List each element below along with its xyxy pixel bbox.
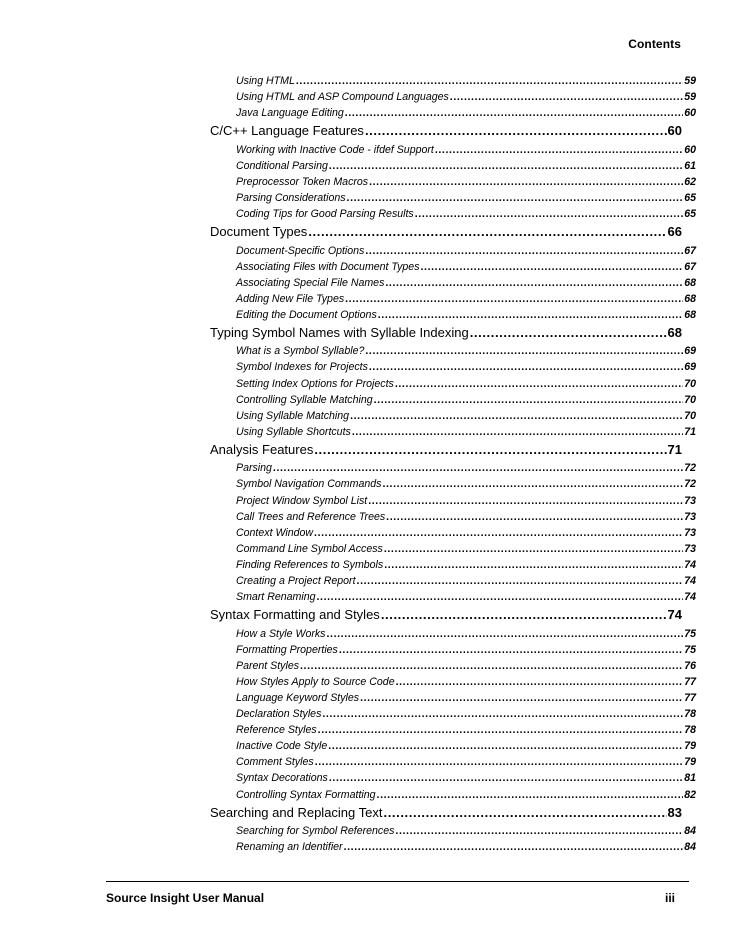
toc-subsection-entry[interactable] (210, 206, 696, 222)
toc-subsection-entry[interactable] (210, 525, 696, 541)
toc-entry-page: 71 (667, 441, 682, 457)
toc-entry-page: 70 (684, 409, 696, 422)
toc-dot-leader (395, 376, 683, 392)
toc-entry-title: Smart Renaming (236, 591, 316, 604)
toc-entry-page: 70 (684, 393, 696, 406)
footer-manual-title: Source Insight User Manual (106, 891, 265, 905)
toc-entry-title: Parsing Considerations (236, 191, 346, 204)
toc-entry-title: Reference Styles (236, 724, 317, 737)
toc-entry-page: 79 (684, 740, 696, 753)
toc-dot-leader (369, 359, 683, 375)
toc-dot-leader (339, 642, 683, 658)
toc-entry-page: 73 (684, 526, 696, 539)
toc-entry-title: What is a Symbol Syllable? (236, 345, 365, 358)
toc-dot-leader (365, 243, 683, 259)
toc-section-entry[interactable] (210, 440, 682, 460)
toc-subsection-entry[interactable] (210, 476, 696, 492)
toc-entry-title: Call Trees and Reference Trees (236, 510, 386, 523)
toc-entry-title: Java Language Editing (236, 107, 344, 120)
toc-subsection-entry[interactable] (210, 658, 696, 674)
toc-subsection-entry[interactable] (210, 190, 696, 206)
toc-subsection-entry[interactable] (210, 424, 696, 440)
page-header-title: Contents (628, 37, 681, 51)
toc-entry-page: 72 (684, 462, 696, 475)
toc-entry-page: 67 (684, 244, 696, 257)
toc-entry-title: Command Line Symbol Access (236, 542, 383, 555)
toc-subsection-entry[interactable] (210, 557, 696, 573)
toc-subsection-entry[interactable] (210, 493, 696, 509)
toc-entry-title: Coding Tips for Good Parsing Results (236, 208, 414, 221)
toc-entry-page: 78 (684, 724, 696, 737)
toc-dot-leader (415, 206, 683, 222)
toc-entry-title: Symbol Indexes for Projects (236, 361, 368, 374)
toc-subsection-entry[interactable] (210, 787, 696, 803)
toc-entry-title: Symbol Navigation Commands (236, 478, 382, 491)
toc-entry-title: Associating Special File Names (236, 276, 385, 289)
toc-dot-leader (360, 690, 683, 706)
toc-dot-leader (329, 158, 683, 174)
footer-page-number: iii (664, 891, 675, 905)
toc-dot-leader (378, 307, 683, 323)
toc-entry-page: 69 (684, 361, 696, 374)
toc-entry-page: 75 (684, 627, 696, 640)
toc-entry-page: 84 (684, 825, 696, 837)
toc-entry-title: Searching and Replacing Text (210, 804, 383, 820)
toc-section-entry[interactable] (210, 323, 682, 343)
toc-dot-leader (365, 121, 667, 141)
toc-entry-title: Syntax Decorations (236, 772, 328, 785)
toc-dot-leader (450, 89, 683, 105)
toc-entry-title: Renaming an Identifier (236, 841, 343, 854)
toc-entry-title: Typing Symbol Names with Syllable Indexing (210, 325, 469, 340)
toc-section-entry[interactable] (210, 222, 682, 242)
toc-subsection-entry[interactable] (210, 738, 696, 754)
toc-entry-title: How a Style Works (236, 627, 326, 640)
toc-entry-title: Associating Files with Document Types (236, 260, 420, 273)
toc-dot-leader (369, 174, 683, 190)
toc-entry-page: 62 (684, 175, 696, 188)
toc-dot-leader (368, 493, 683, 509)
toc-entry-title: Controlling Syllable Matching (236, 393, 373, 406)
toc-dot-leader (308, 222, 666, 242)
toc-entry-title: Searching for Symbol References (236, 825, 395, 837)
toc-dot-leader (328, 738, 683, 754)
toc-entry-title: Parent Styles (236, 659, 300, 672)
toc-dot-leader (316, 589, 683, 605)
toc-section-entry[interactable] (210, 605, 682, 625)
footer-divider (106, 881, 689, 882)
toc-subsection-entry[interactable] (210, 770, 696, 786)
toc-subsection-entry[interactable] (210, 392, 696, 408)
toc-entry-title: Creating a Project Report (236, 575, 356, 587)
toc-entry-page: 65 (684, 208, 696, 221)
toc-subsection-entry[interactable] (210, 642, 696, 658)
toc-entry-page: 75 (684, 643, 696, 656)
toc-subsection-entry[interactable] (210, 376, 696, 392)
toc-dot-leader (314, 440, 666, 460)
toc-dot-leader (352, 424, 683, 440)
toc-dot-leader (377, 787, 684, 803)
toc-entry-title: C/C++ Language Features (210, 123, 364, 139)
toc-subsection-entry[interactable] (210, 589, 696, 605)
toc-entry-title: Inactive Code Style (236, 740, 328, 753)
toc-subsection-entry[interactable] (210, 839, 696, 855)
toc-dot-leader (296, 73, 683, 89)
toc-dot-leader (344, 839, 684, 855)
toc-dot-leader (350, 408, 683, 424)
toc-dot-leader (470, 323, 667, 343)
toc-entry-page: 77 (684, 675, 696, 688)
toc-entry-title: Using HTML (236, 75, 295, 87)
toc-entry-page: 77 (684, 691, 696, 704)
toc-dot-leader (322, 706, 683, 722)
toc-entry-title: Setting Index Options for Projects (236, 377, 394, 390)
toc-dot-leader (384, 803, 667, 823)
toc-entry-page: 60 (667, 123, 682, 139)
toc-entry-title: Controlling Syntax Formatting (236, 788, 376, 801)
toc-dot-leader (384, 557, 683, 573)
toc-dot-leader (315, 754, 683, 770)
toc-entry-title: Comment Styles (236, 756, 314, 769)
toc-entry-page: 74 (667, 607, 682, 623)
toc-dot-leader (345, 291, 683, 307)
toc-dot-leader (318, 722, 684, 738)
toc-subsection-entry[interactable] (210, 359, 696, 375)
toc-entry-page: 73 (684, 542, 696, 555)
toc-entry-page: 74 (684, 575, 696, 587)
toc-dot-leader (385, 275, 683, 291)
toc-dot-leader (347, 190, 684, 206)
toc-section-entry[interactable] (210, 803, 682, 823)
toc-entry-page: 68 (684, 292, 696, 305)
toc-dot-leader (435, 142, 683, 158)
toc-dot-leader (386, 509, 683, 525)
toc-dot-leader (329, 770, 683, 786)
toc-dot-leader (381, 605, 667, 625)
toc-entry-page: 70 (684, 377, 696, 390)
toc-entry-title: Editing the Document Options (236, 308, 377, 321)
toc-subsection-entry[interactable] (210, 509, 696, 525)
toc-dot-leader (273, 460, 683, 476)
toc-subsection-entry[interactable] (210, 142, 696, 158)
toc-subsection-entry[interactable] (210, 823, 696, 839)
toc-entry-title: Context Window (236, 526, 314, 539)
toc-entry-title: Parsing (236, 462, 272, 475)
toc-entry-page: 66 (667, 224, 682, 240)
toc-subsection-entry[interactable] (210, 307, 696, 323)
toc-dot-leader (384, 541, 683, 557)
toc-dot-leader (365, 343, 683, 359)
toc-entry-page: 68 (684, 308, 696, 321)
toc-subsection-entry[interactable] (210, 674, 696, 690)
toc-entry-page: 83 (667, 804, 682, 820)
toc-subsection-entry[interactable] (210, 690, 696, 706)
toc-entry-title: Analysis Features (210, 441, 314, 457)
toc-entry-page: 74 (684, 558, 696, 571)
toc-dot-leader (345, 105, 683, 121)
toc-entry-page: 60 (684, 107, 696, 120)
table-of-contents (210, 73, 696, 855)
toc-subsection-entry[interactable] (210, 706, 696, 722)
toc-entry-title: Working with Inactive Code - ifdef Support (236, 143, 434, 156)
toc-entry-title: Document Types (210, 224, 308, 240)
toc-dot-leader (357, 573, 684, 589)
toc-subsection-entry[interactable] (210, 573, 696, 589)
toc-entry-page: 73 (684, 494, 696, 507)
toc-entry-title: Formatting Properties (236, 643, 338, 656)
toc-entry-title: Preprocessor Token Macros (236, 175, 369, 188)
toc-entry-page: 82 (684, 788, 696, 801)
toc-dot-leader (396, 674, 684, 690)
toc-entry-title: How Styles Apply to Source Code (236, 675, 395, 688)
toc-entry-page: 81 (684, 772, 696, 785)
toc-entry-title: Document-Specific Options (236, 244, 365, 257)
toc-entry-page: 68 (667, 325, 682, 340)
toc-dot-leader (300, 658, 683, 674)
toc-entry-page: 69 (684, 345, 696, 358)
toc-entry-page: 72 (684, 478, 696, 491)
toc-subsection-entry[interactable] (210, 105, 696, 121)
toc-dot-leader (314, 525, 683, 541)
toc-entry-page: 67 (684, 260, 696, 273)
toc-entry-title: Declaration Styles (236, 708, 322, 721)
toc-subsection-entry[interactable] (210, 243, 696, 259)
toc-entry-title: Language Keyword Styles (236, 691, 360, 704)
toc-entry-page: 61 (684, 159, 696, 172)
toc-dot-leader (382, 476, 683, 492)
toc-entry-page: 59 (684, 75, 696, 87)
toc-entry-page: 73 (684, 510, 696, 523)
toc-subsection-entry[interactable] (210, 259, 696, 275)
toc-entry-title: Adding New File Types (236, 292, 345, 305)
toc-entry-title: Syntax Formatting and Styles (210, 607, 380, 623)
toc-entry-page: 65 (684, 191, 696, 204)
toc-dot-leader (421, 259, 684, 275)
toc-subsection-entry[interactable] (210, 626, 696, 642)
toc-entry-title: Project Window Symbol List (236, 494, 368, 507)
toc-subsection-entry[interactable] (210, 158, 696, 174)
toc-entry-title: Using Syllable Matching (236, 409, 350, 422)
toc-dot-leader (395, 823, 683, 839)
toc-subsection-entry[interactable] (210, 460, 696, 476)
toc-dot-leader (326, 626, 683, 642)
toc-entry-page: 79 (684, 756, 696, 769)
toc-subsection-entry[interactable] (210, 541, 696, 557)
toc-entry-page: 78 (684, 708, 696, 721)
toc-entry-title: Finding References to Symbols (236, 558, 384, 571)
toc-entry-page: 60 (684, 143, 696, 156)
toc-subsection-entry[interactable] (210, 73, 696, 89)
toc-entry-page: 68 (684, 276, 696, 289)
toc-entry-page: 74 (684, 591, 696, 604)
toc-subsection-entry[interactable] (210, 343, 696, 359)
toc-subsection-entry[interactable] (210, 174, 696, 190)
toc-section-entry[interactable] (210, 121, 682, 141)
toc-entry-page: 84 (684, 841, 696, 854)
toc-dot-leader (374, 392, 684, 408)
toc-subsection-entry[interactable] (210, 754, 696, 770)
toc-entry-title: Using HTML and ASP Compound Languages (236, 91, 449, 104)
toc-subsection-entry[interactable] (210, 89, 696, 105)
toc-entry-title: Conditional Parsing (236, 159, 328, 172)
toc-subsection-entry[interactable] (210, 291, 696, 307)
toc-entry-page: 71 (684, 425, 696, 438)
toc-subsection-entry[interactable] (210, 408, 696, 424)
toc-entry-page: 76 (684, 659, 696, 672)
toc-subsection-entry[interactable] (210, 275, 696, 291)
toc-subsection-entry[interactable] (210, 722, 696, 738)
toc-entry-title: Using Syllable Shortcuts (236, 425, 351, 438)
toc-entry-page: 59 (684, 91, 696, 104)
